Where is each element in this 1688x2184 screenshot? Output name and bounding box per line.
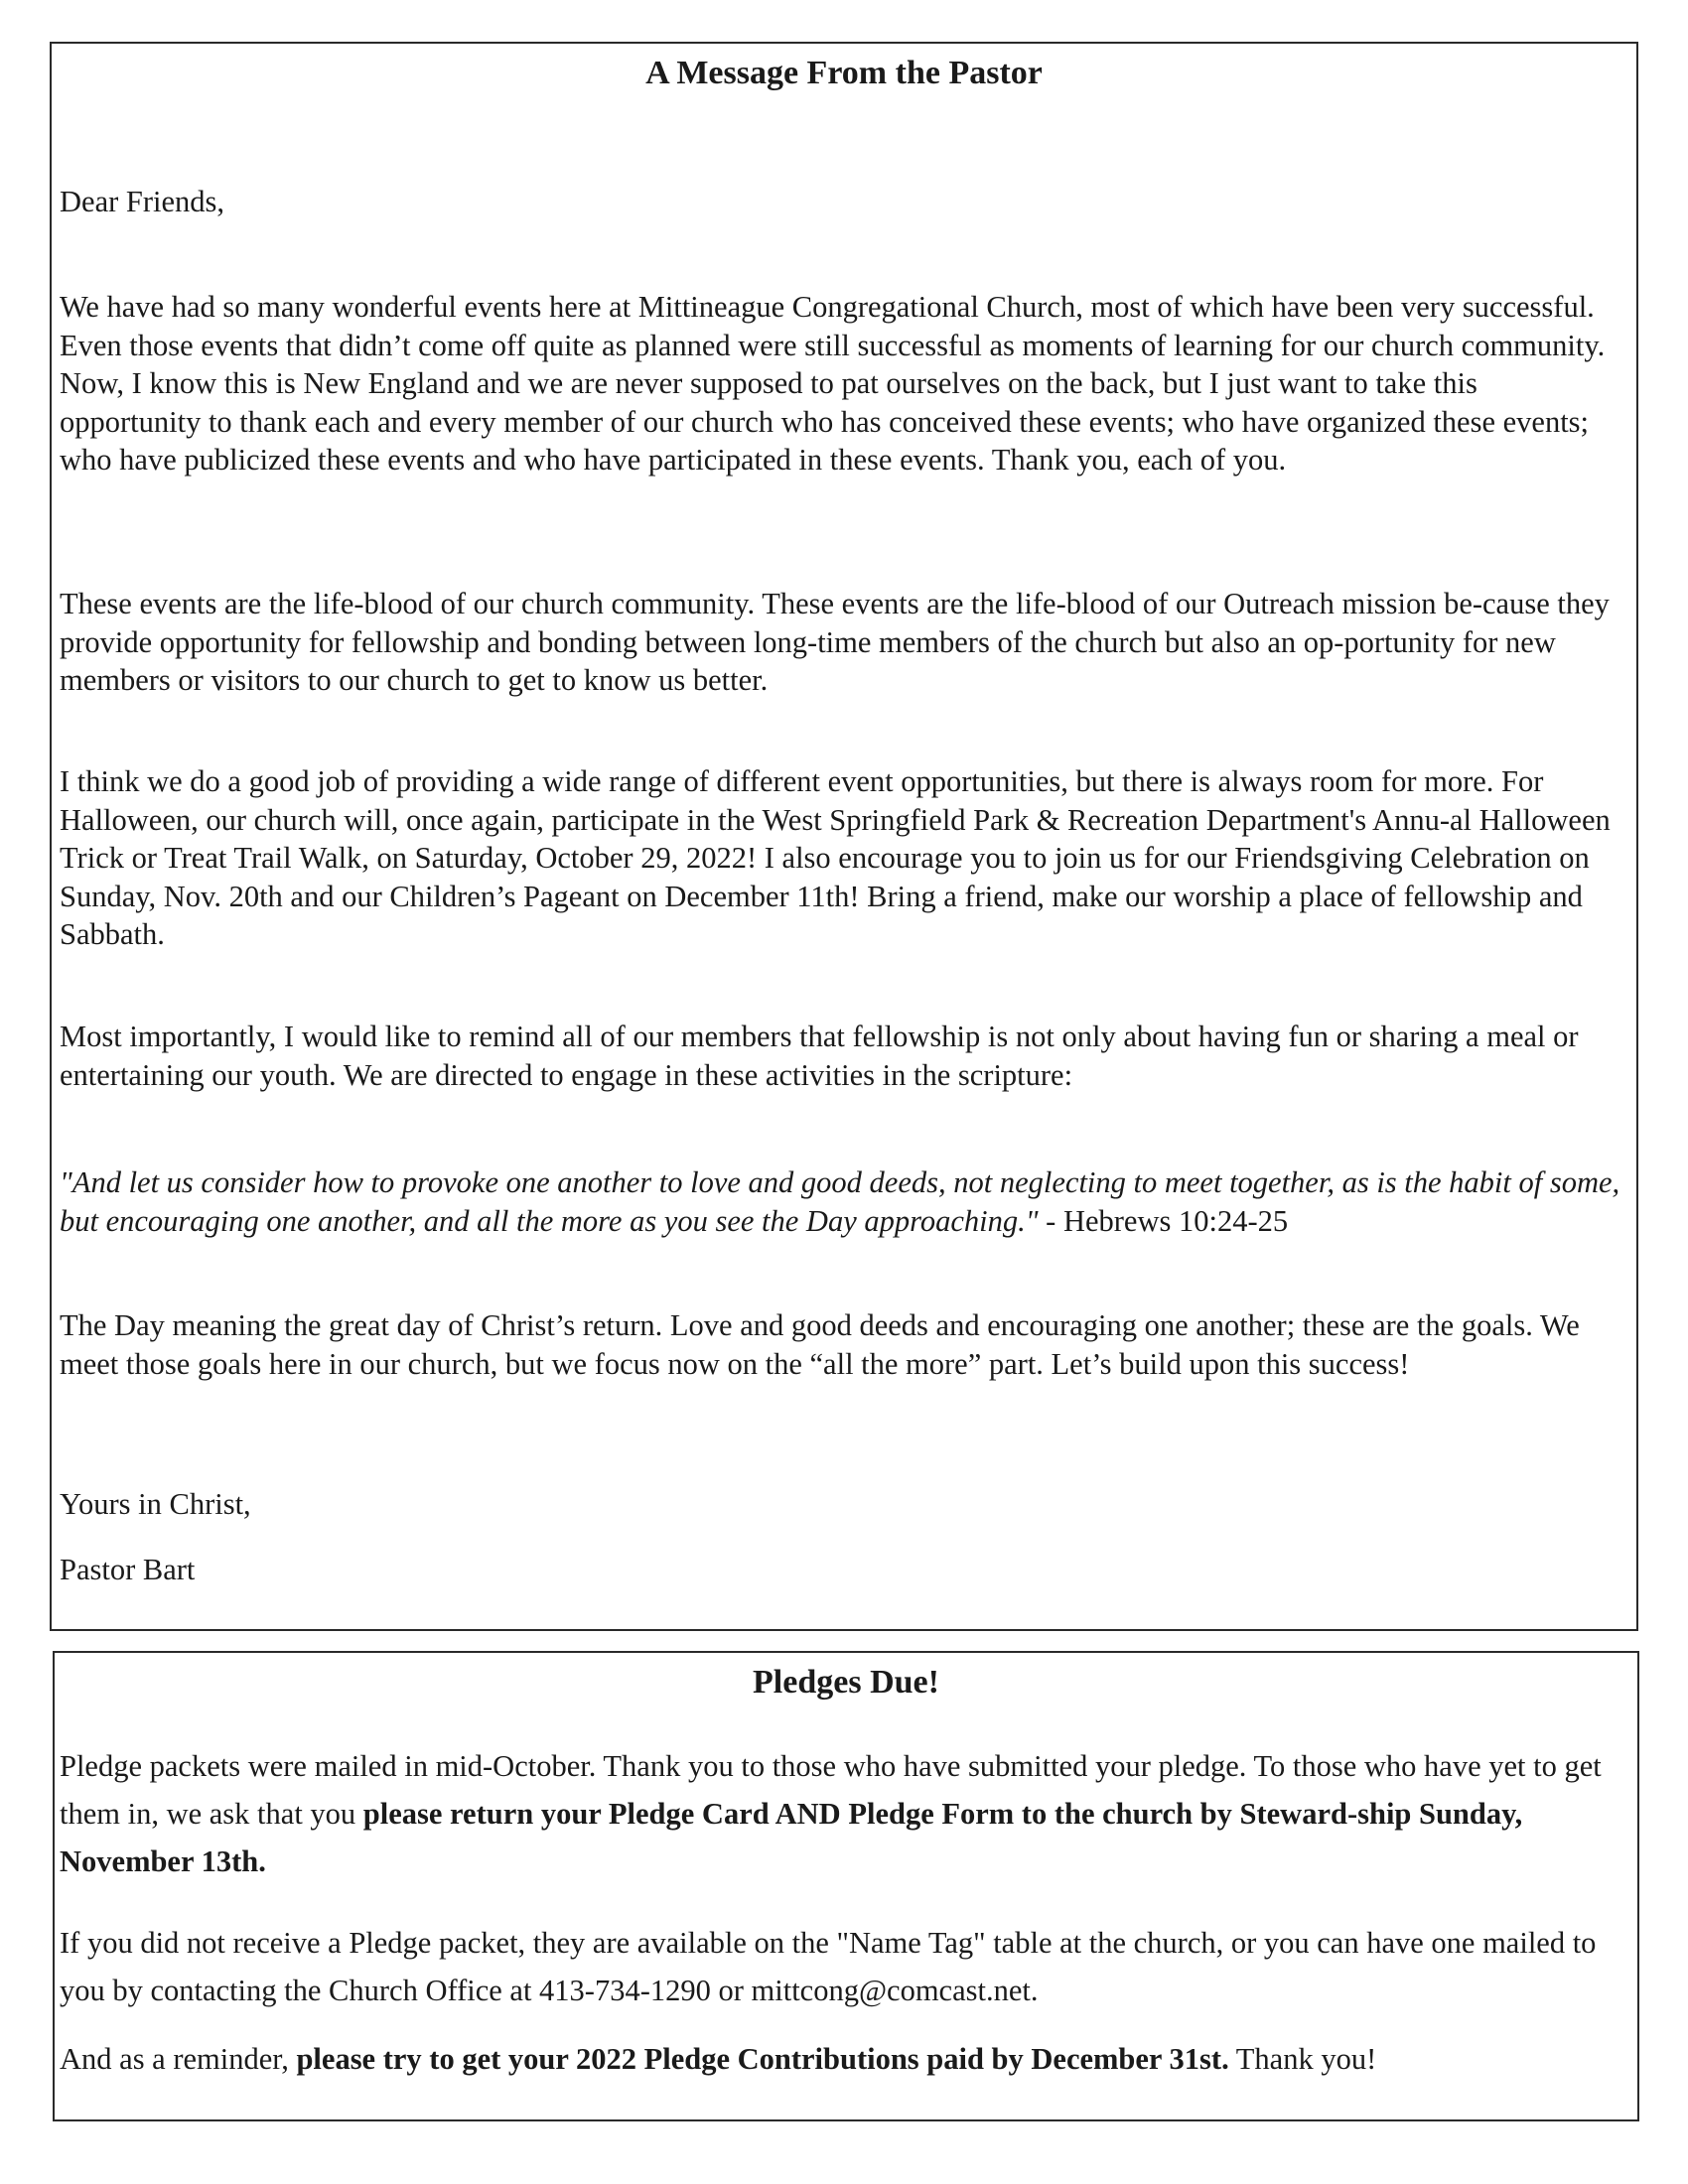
paragraph-life-blood: These events are the life-blood of our church community. These events are the life-blood of our Outreach mission be-cause they provide opportunity for fellowship and bonding between long-time members of the church but also an op-portunity for new members or visitors to our church to get to know us better.: [60, 587, 1610, 697]
paragraph-thanks: We have had so many wonderful events here at Mittineague Congregational Church, most of which have been very successful. Even those events that didn’t come off quite as planned were still successful as moments of learning for our church community. Now, I know this is New England and we are never supposed to pat ourselves on the back, but I just want to take this opportunity to thank each and every member of our church who has conceived these events; who have organized these events; who have publicized these events and who have participated in these events. Thank you, each of you.: [60, 290, 1606, 477]
paragraph-events: I think we do a good job of providing a wide range of different event opportunities, but there is always room for more. For Halloween, our church will, once again, participate in the West Springfield Park & Recreation Department's Annu-al Halloween Trick or Treat Trail Walk, on Saturday, October 29, 2022! I also encourage you to join us for our Friendsgiving Celebration on Sunday, Nov. 20th and our Children’s Pageant on December 11th! Bring a friend, make our worship a place of fellowship and Sabbath.: [60, 764, 1611, 951]
scripture-reference: - Hebrews 10:24-25: [1038, 1203, 1289, 1238]
paragraph-closing: The Day meaning the great day of Christ’s return. Love and good deeds and encouraging one another; these are the goals. We meet those goals here in our church, but we focus now on the “all the more” part. Let’s build upon this success!: [60, 1308, 1580, 1381]
pledge-p3-deadline: please try to get your 2022 Pledge Contributions paid by December 31st.: [296, 2042, 1229, 2076]
pledge-paragraph-1: [60, 1742, 1628, 1885]
salutation: Dear Friends,: [60, 185, 225, 218]
pledge-p1-text: Pledge packets were mailed in mid-October. Thank you to those who have submitted your pledge. To those who have yet to get them in, we ask that you: [60, 1749, 1602, 1831]
pledge-p1-deadline: please return your Pledge Card AND Pledge Form to the church by Steward-ship Sunday, November 13th.: [60, 1797, 1523, 1878]
pledges-title: Pledges Due!: [753, 1664, 939, 1701]
paragraph-fellowship: Most importantly, I would like to remind all of our members that fellowship is not only about having fun or sharing a meal or entertaining our youth. We are directed to engage in these activities in the scripture:: [60, 1020, 1579, 1092]
signoff: Yours in Christ,: [60, 1487, 251, 1521]
pastor-message-box: [50, 42, 1638, 1631]
pastor-message-title: A Message From the Pastor: [645, 55, 1043, 91]
pledges-due-box: [53, 1651, 1639, 2121]
pledge-paragraph-3: [60, 2035, 1628, 2083]
scripture-paragraph: [60, 1163, 1623, 1240]
pledge-p3-end: Thank you!: [1228, 2042, 1377, 2076]
pledge-paragraph-2: If you did not receive a Pledge packet, they are available on the "Name Tag" table at the church, or you can have one mailed to you by contacting the Church Office at 413-734-1290 or mittcong@comcast.net.: [60, 1926, 1597, 2007]
scripture-quote: "And let us consider how to provoke one another to love and good deeds, not neglecting to meet together, as is the habit of some, but encouraging one another, and all the more as you see the Day approaching.": [60, 1165, 1620, 1238]
signature: Pastor Bart: [60, 1553, 196, 1586]
pledge-p3-text: And as a reminder,: [60, 2042, 297, 2076]
